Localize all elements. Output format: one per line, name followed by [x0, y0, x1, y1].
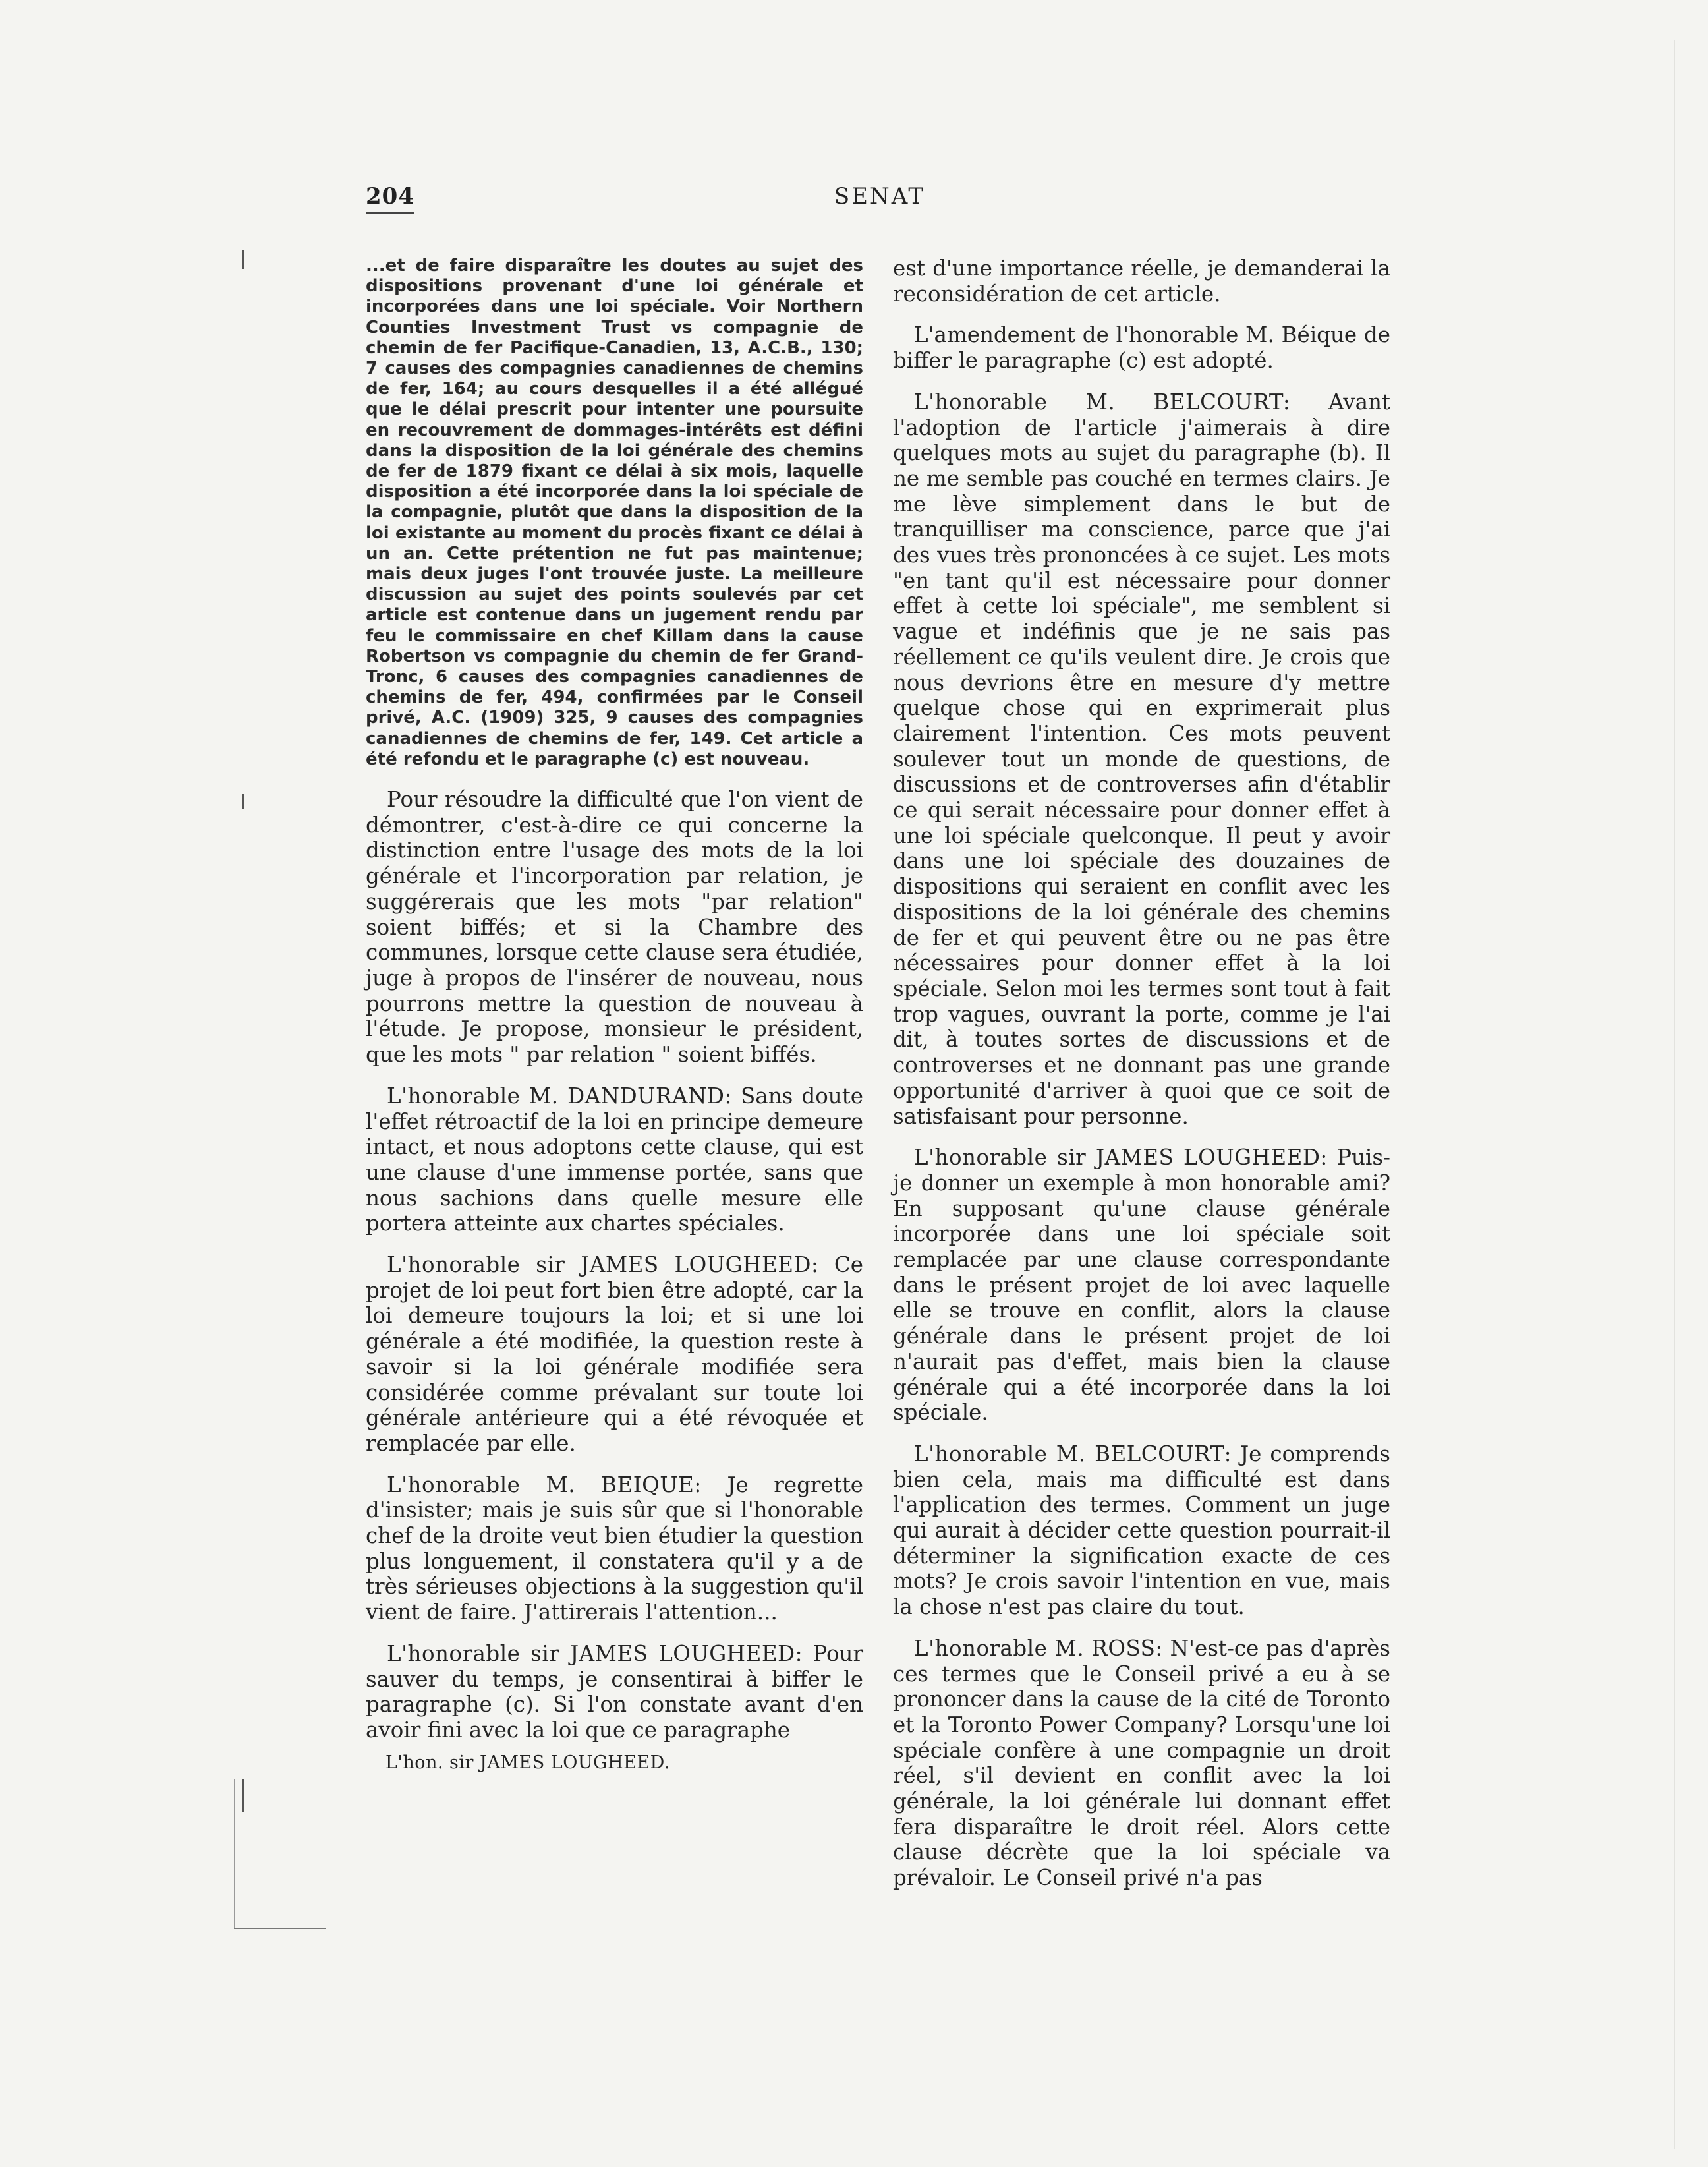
- speaker-name: L'honorable M. BEIQUE:: [387, 1472, 702, 1497]
- paragraph: [893, 1636, 1390, 1891]
- paragraph-text: Pour résoudre la difficulté que l'on vient de démontrer, c'est-à-dire ce qui concerne la distinction entre l'usage des mots de la loi générale et l'incorporation par relation, je suggérerais que les mots "par relation" soient biffés; et si la Chambre des communes, lorsque cette clause sera étudiée, juge à propos de l'insérer de nouveau, nous pourrons mettre la question de nouveau à l'étude. Je propose, monsieur le président, que les mots " par relation " soient biffés.: [366, 787, 863, 1068]
- speaker-name: L'honorable sir JAMES LOUGHEED:: [914, 1145, 1328, 1170]
- paragraph-text: Pour sauver du temps, je consentirai à biffer le paragraphe (c). Si l'on constate avant d'en avoir fini avec la loi que ce paragraphe: [366, 1640, 863, 1743]
- paragraph-text: Puis-je donner un exemple à mon honorable ami? En supposant qu'une clause générale incorporée dans une loi spéciale soit remplacée par une clause correspondante dans le présent projet de loi avec laquelle elle se trouve en conflit, alors la clause générale dans le présent projet de loi n'aurait pas d'effet, mais bien la clause générale qui a été incorporée dans la loi spéciale.: [893, 1145, 1390, 1426]
- paragraph: [366, 1641, 863, 1743]
- speaker-name: L'honorable M. BELCOURT:: [914, 389, 1291, 415]
- footnote: ...et de faire disparaître les doutes au sujet des dispositions provenant d'une loi générale et incorporées dans une loi spéciale. Voir Northern Counties Investment Trust vs compagnie de chemin de fer Pacifique-Canadien, 13, A.C.B., 130; 7 causes des compagnies canadiennes de chemins de fer, 164; au cours desquelles il a été allégué que le délai prescrit pour intenter une poursuite en recouvrement de dommages-intérêts est défini dans la disposition de la loi générale des chemins de fer de 1879 fixant ce délai à six mois, laquelle disposition a été incorporée dans la loi spéciale de la compagnie, plutôt que dans la disposition de la loi existante au moment du procès fixant ce délai à un an. Cette prétention ne fut pas maintenue; mais deux juges l'ont trouvée juste. La meilleure discussion au sujet des points soulevés par cet article est contenue dans un jugement rendu par feu le commissaire en chef Killam dans la cause Robertson vs compagnie du chemin de fer Grand-Tronc, 6 causes des compagnies canadiennes de chemins de fer, 494, confirmées par le Conseil privé, A.C. (1909) 325, 9 causes des compagnies canadiennes de chemins de fer, 149. Cet article a été refondu et le paragraphe (c) est nouveau.: [366, 256, 863, 769]
- speaker-name: L'honorable sir JAMES LOUGHEED:: [387, 1640, 803, 1666]
- speaker-name: L'honorable M. DANDURAND:: [387, 1083, 732, 1109]
- margin-mark: [242, 1779, 244, 1812]
- paragraph-text: L'amendement de l'honorable M. Béique de biffer le paragraphe (c) est adopté.: [893, 322, 1390, 374]
- paragraph: [366, 1252, 863, 1457]
- page-header: [366, 183, 1394, 216]
- speaker-name: L'honorable M. BELCOURT:: [914, 1441, 1232, 1466]
- speaker-signature: L'hon. sir JAMES LOUGHEED.: [385, 1752, 670, 1773]
- paragraph-text: Ce projet de loi peut fort bien être adopté, car la loi demeure toujours la loi; et si une loi générale a été modifiée, la question reste à savoir si la loi générale modifiée sera considérée comme prévalant sur toute loi générale antérieure qui a été révoquée et remplacée par elle.: [366, 1252, 863, 1456]
- speaker-name: L'honorable sir JAMES LOUGHEED:: [387, 1252, 819, 1278]
- right-column: [893, 256, 1390, 1907]
- paragraph: [366, 787, 863, 1068]
- paragraph-text: Avant l'adoption de l'article j'aimerais à dire quelques mots au sujet du paragraphe (b). Il ne me semble pas couché en termes clairs. Je me lève simplement dans le but de tranquilliser ma conscience, parce que j'ai des vues très prononcées à ce sujet. Les mots "en tant qu'il est nécessaire pour donner effet à cette loi spéciale", me semblent si vague et indéfinis que je ne sais pas réellement ce qu'ils veulent dire. Je crois que nous devrions être en mesure d'y mettre quelque chose qui en exprimerait plus clairement l'intention. Ces mots peuvent soulever tout un monde de questions, de discussions et de controverses afin d'établir ce qui serait nécessaire pour donner effet à une loi spéciale quelconque. Il peut y avoir dans une loi spéciale des douzaines de dispositions qui seraient en conflit avec les dispositions de la loi générale des chemins de fer et qui peuvent être ou ne pas être nécessaires pour donner effet à la loi spéciale. Selon moi les termes sont tout à fait trop vagues, ouvrant la porte, comme je l'ai dit, à toutes sortes de discussions et de controverses et ne donnant pas une grande opportunité d'arriver à quoi que ce soit de satisfaisant pour personne.: [893, 389, 1390, 1129]
- paragraph: [893, 1145, 1390, 1426]
- scan-edge-line: [234, 1928, 326, 1929]
- paragraph: [893, 256, 1390, 306]
- speaker-name: L'honorable M. ROSS:: [914, 1635, 1163, 1661]
- paragraph-text: est d'une importance réelle, je demanderai la reconsidération de cet article.: [893, 256, 1390, 306]
- paragraph: [893, 1441, 1390, 1620]
- page-number: 204: [366, 183, 414, 210]
- paragraph: [366, 1472, 863, 1625]
- paragraph-text: N'est-ce pas d'après ces termes que le Conseil privé a eu à se prononcer dans la cause de la cité de Toronto et la Toronto Power Company? Lorsqu'une loi spéciale confère à une compagnie un droit réel, s'il devient en conflit avec la loi générale, la loi générale lui donnant effet fera disparaître le droit réel. Alors cette clause décrète que la loi spéciale va prévaloir. Le Conseil privé n'a pas: [893, 1635, 1390, 1891]
- running-title: SENAT: [834, 183, 926, 210]
- scan-fold-line: [1674, 40, 1675, 2149]
- scan-edge-line: [234, 1779, 235, 1928]
- margin-mark: [242, 794, 244, 809]
- paragraph: [366, 1084, 863, 1236]
- paragraph-text: Sans doute l'effet rétroactif de la loi en principe demeure intact, et nous adoptons cette clause, qui est une clause d'une immense portée, sans que nous sachions dans quelle mesure elle portera atteinte aux chartes spéciales.: [366, 1083, 863, 1236]
- paragraph: [893, 390, 1390, 1129]
- paragraph-text: Je regrette d'insister; mais je suis sûr que si l'honorable chef de la droite veut bien étudier la question plus longuement, il constatera qu'il y a de très sérieuses objections à la suggestion qu'il vient de faire. J'attirerais l'attention...: [366, 1472, 863, 1625]
- paragraph: [893, 322, 1390, 373]
- left-column: [366, 256, 863, 1773]
- paragraph-text: Je comprends bien cela, mais ma difficulté est dans l'application des termes. Comment un juge qui aurait à décider cette question pourrait-il déterminer la signification exacte de ces mots? Je crois savoir l'intention en vue, mais la chose n'est pas claire du tout.: [893, 1441, 1390, 1620]
- margin-mark: [242, 250, 244, 269]
